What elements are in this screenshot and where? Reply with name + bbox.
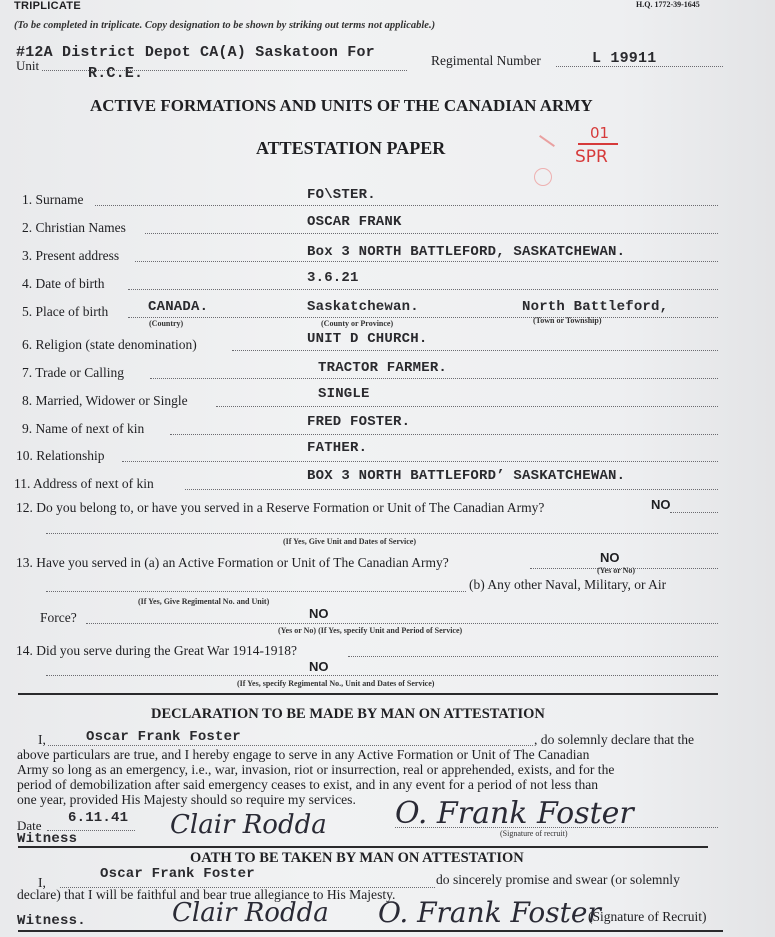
declaration-i: I, bbox=[38, 732, 46, 747]
field-label-marital-status: 8. Married, Widower or Single bbox=[22, 393, 188, 408]
declaration-name: Oscar Frank Foster bbox=[86, 729, 241, 745]
field-line bbox=[128, 289, 718, 290]
field-line bbox=[122, 461, 718, 462]
caption-q13b-reg: (If Yes, Give Regimental No. and Unit) bbox=[138, 597, 270, 606]
field-line bbox=[170, 434, 718, 435]
declaration-line3: Army so long as an emergency, i.e., war, invasion, riot or insurrection, real or apprehended, exists, and for the bbox=[17, 762, 615, 777]
field-value-province: Saskatchewan. bbox=[307, 299, 419, 315]
field-line bbox=[95, 205, 718, 206]
field-label-trade: 7. Trade or Calling bbox=[22, 365, 125, 380]
field-value-relationship: FATHER. bbox=[307, 440, 368, 456]
answer-q13b: NO bbox=[309, 606, 329, 621]
signature-caption: (Signature of recruit) bbox=[500, 829, 568, 838]
recruit-signature[interactable]: O. Frank Foster bbox=[395, 796, 634, 831]
field-label-surname: 1. Surname bbox=[22, 192, 84, 207]
field-value-marital-status: SINGLE bbox=[318, 386, 370, 402]
field-value-town: North Battleford, bbox=[522, 299, 669, 315]
field-label-present-address: 3. Present address bbox=[22, 248, 120, 263]
field-value-trade: TRACTOR FARMER. bbox=[318, 360, 448, 376]
caption-country: (Country) bbox=[149, 319, 184, 328]
sub-title: ATTESTATION PAPER bbox=[256, 138, 446, 158]
declaration-name-line bbox=[48, 745, 533, 746]
main-title: ACTIVE FORMATIONS AND UNITS OF THE CANADIAN ARMY bbox=[90, 96, 593, 115]
date-value: 6.11.41 bbox=[68, 810, 129, 826]
unit-label: Unit bbox=[16, 58, 40, 73]
red-mark-top: 01 bbox=[590, 124, 610, 142]
question-13a: 13. Have you served in (a) an Active Formation or Unit of The Canadian Army? bbox=[16, 555, 449, 570]
oath-title: OATH TO BE TAKEN BY MAN ON ATTESTATION bbox=[190, 850, 524, 866]
field-line bbox=[145, 233, 718, 234]
answer-line bbox=[46, 591, 466, 592]
oath-witness-signature[interactable]: Clair Rodda bbox=[172, 898, 329, 928]
answer-line bbox=[670, 512, 718, 513]
field-line bbox=[128, 317, 718, 318]
caption-town: (Town or Township) bbox=[533, 316, 602, 325]
field-value-present-address: Box 3 NORTH BATTLEFORD, SASKATCHEWAN. bbox=[307, 244, 626, 260]
field-line bbox=[150, 378, 718, 379]
field-line bbox=[135, 261, 718, 262]
answer-line bbox=[46, 675, 718, 676]
answer-line bbox=[46, 533, 718, 534]
field-label-christian-names: 2. Christian Names bbox=[22, 220, 126, 235]
field-label-next-of-kin-address: 11. Address of next of kin bbox=[14, 476, 154, 491]
field-value-religion: UNIT D CHURCH. bbox=[307, 331, 428, 347]
field-value-country: CANADA. bbox=[148, 299, 209, 315]
section-divider bbox=[18, 846, 708, 848]
caption-q13a: (Yes or No) bbox=[597, 566, 636, 575]
field-value-next-of-kin: FRED FOSTER. bbox=[307, 414, 411, 430]
regimental-number-value: L 19911 bbox=[592, 50, 657, 67]
answer-q13a: NO bbox=[600, 550, 620, 565]
declaration-line2: above particulars are true, and I hereby engage to serve in any Active Formation or Unit of The Canadian bbox=[17, 747, 590, 762]
copy-label: TRIPLICATE bbox=[14, 0, 81, 12]
faint-red-circle bbox=[534, 168, 552, 186]
field-value-surname: FO\STER. bbox=[307, 187, 376, 203]
field-value-next-of-kin-address: BOX 3 NORTH BATTLEFORD’ SASKATCHEWAN. bbox=[307, 468, 626, 484]
regimental-number-label: Regimental Number bbox=[431, 53, 541, 68]
instruction-text: (To be completed in triplicate. Copy designation to be shown by striking out terms not applicable.) bbox=[14, 20, 436, 31]
section-divider bbox=[18, 693, 718, 695]
witness-signature[interactable]: Clair Rodda bbox=[170, 810, 327, 840]
unit-value-line2: R.C.E. bbox=[88, 65, 144, 82]
oath-witness-label: Witness. bbox=[17, 913, 86, 929]
declaration-title: DECLARATION TO BE MADE BY MAN ON ATTESTATION bbox=[151, 706, 545, 722]
answer-q14: NO bbox=[309, 659, 329, 674]
witness-label: Witness bbox=[17, 831, 78, 847]
red-mark-divider bbox=[578, 143, 618, 145]
question-12: 12. Do you belong to, or have you served in a Reserve Formation or Unit of The Canadian Army? bbox=[16, 500, 545, 515]
field-label-next-of-kin: 9. Name of next of kin bbox=[22, 421, 145, 436]
oath-recruit-signature[interactable]: O. Frank Foster bbox=[378, 896, 601, 929]
question-13b: (b) Any other Naval, Military, or Air bbox=[469, 577, 667, 592]
field-line bbox=[232, 350, 718, 351]
answer-line bbox=[86, 623, 718, 624]
field-line bbox=[185, 489, 718, 490]
date-label: Date bbox=[17, 818, 42, 833]
field-line bbox=[216, 406, 718, 407]
field-label-relationship: 10. Relationship bbox=[16, 448, 105, 463]
section-divider bbox=[18, 930, 723, 932]
form-code: H.Q. 1772-39-1645 bbox=[636, 0, 700, 9]
declaration-line1-end: , do solemnly declare that the bbox=[534, 732, 695, 747]
force-label: Force? bbox=[40, 610, 77, 625]
oath-name: Oscar Frank Foster bbox=[100, 866, 255, 882]
question-14: 14. Did you serve during the Great War 1914-1918? bbox=[16, 643, 297, 658]
oath-i: I, bbox=[38, 875, 46, 890]
caption-q12: (If Yes, Give Unit and Dates of Service) bbox=[283, 537, 417, 546]
caption-q13b: (Yes or No) (If Yes, specify Unit and Period of Service) bbox=[278, 626, 463, 635]
answer-q12: NO bbox=[651, 497, 671, 512]
oath-line2: declare) that I will be faithful and bear true allegiance to His Majesty. bbox=[17, 887, 396, 902]
caption-province: (County or Province) bbox=[321, 319, 394, 328]
field-label-date-of-birth: 4. Date of birth bbox=[22, 276, 105, 291]
unit-value: #12A District Depot CA(A) Saskatoon For bbox=[16, 44, 375, 61]
faint-red-stroke bbox=[539, 135, 555, 147]
caption-q14: (If Yes, specify Regimental No., Unit and Dates of Service) bbox=[237, 679, 435, 688]
oath-signature-caption: (Signature of Recruit) bbox=[588, 909, 707, 924]
answer-line bbox=[348, 656, 718, 657]
field-value-christian-names: OSCAR FRANK bbox=[307, 214, 402, 230]
declaration-line5: one year, provided His Majesty should so require my services. bbox=[17, 792, 356, 807]
field-value-date-of-birth: 3.6.21 bbox=[307, 270, 359, 286]
oath-line1-end: do sincerely promise and swear (or solemnly bbox=[436, 872, 680, 887]
field-label-religion: 6. Religion (state denomination) bbox=[22, 337, 197, 352]
declaration-line4: period of demobilization after said emergency ceases to exist, and in any event for a period of not less than bbox=[17, 777, 599, 792]
red-mark-bottom: SPR bbox=[575, 147, 608, 167]
field-label-place-of-birth: 5. Place of birth bbox=[22, 304, 109, 319]
